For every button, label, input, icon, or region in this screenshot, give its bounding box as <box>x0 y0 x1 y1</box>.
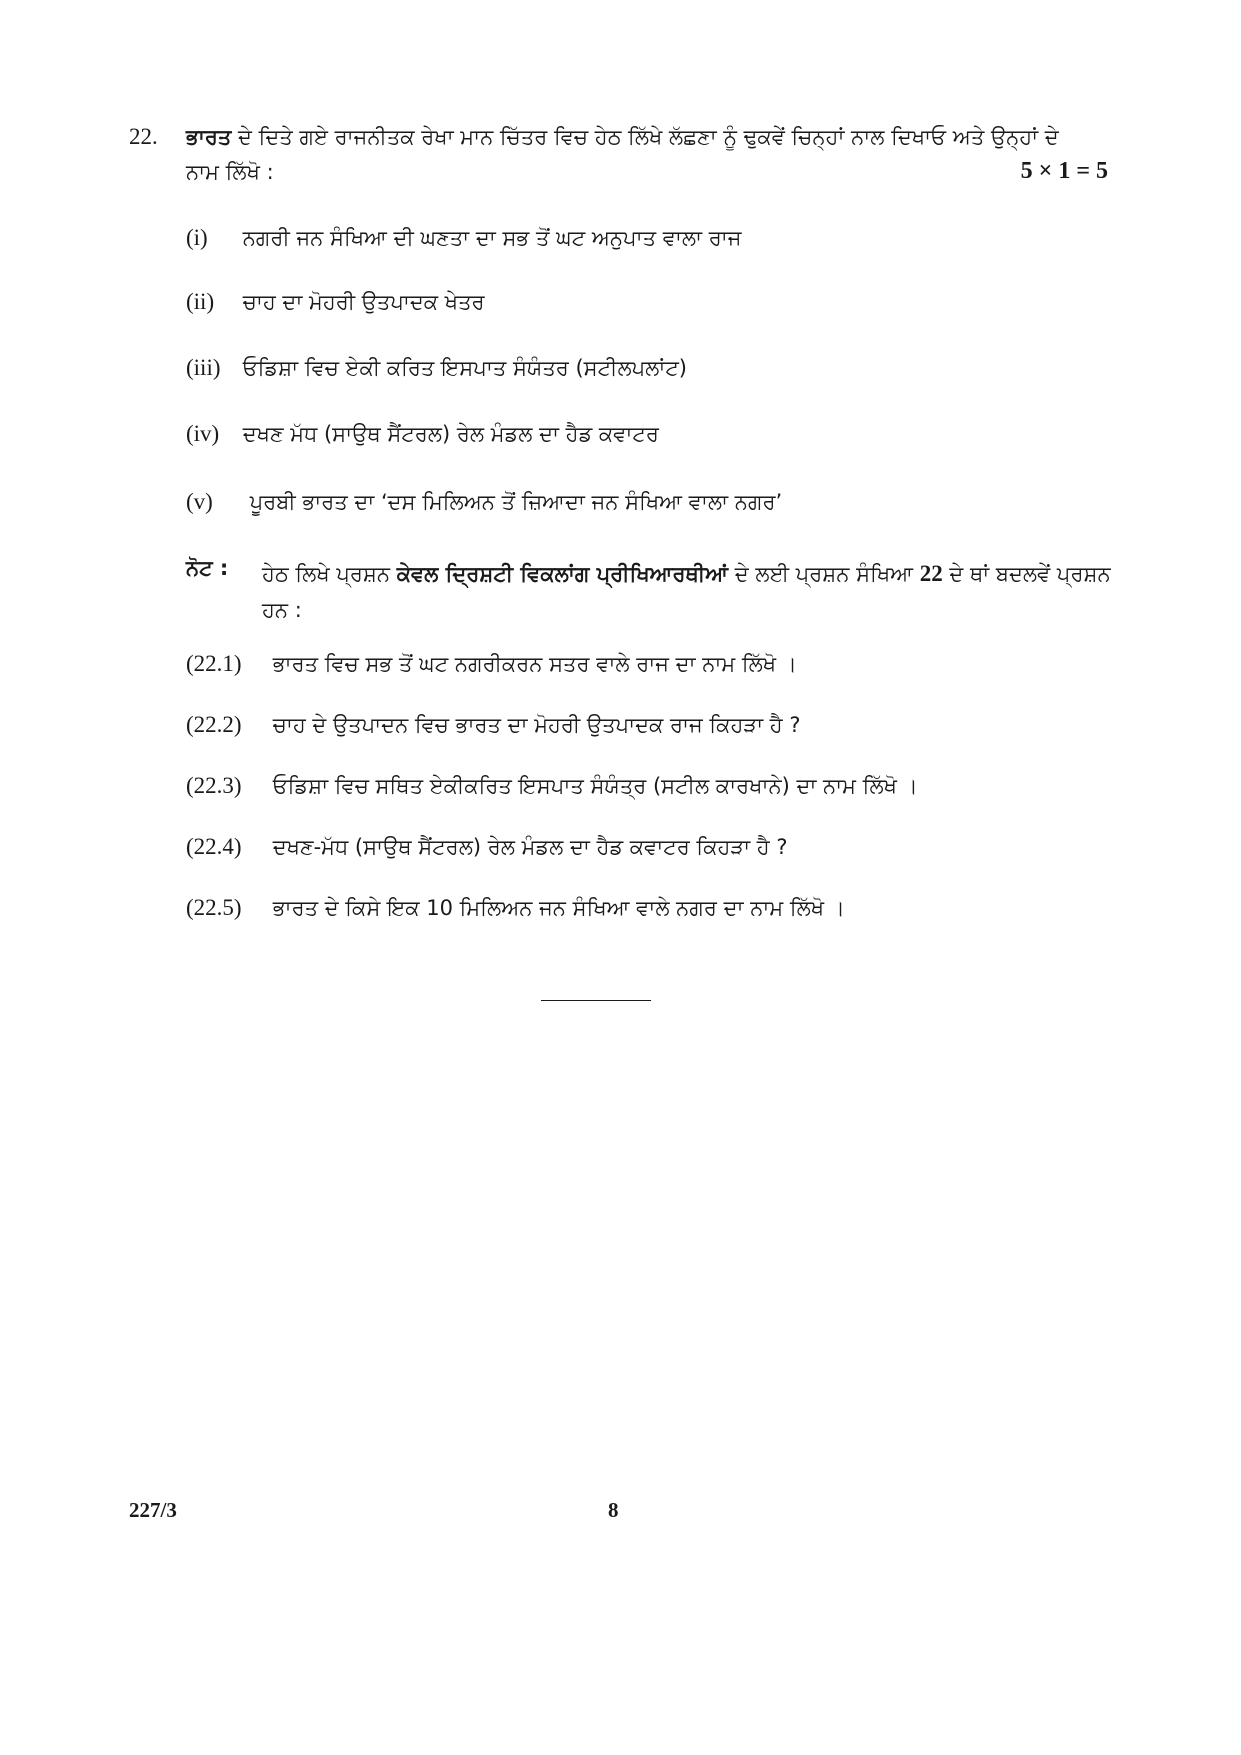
item-text: ਚਾਹ ਦਾ ਮੋਹਰੀ ਉਤਪਾਦਕ ਖੇਤਰ <box>242 290 485 314</box>
alternate-label: (22.4) <box>186 834 242 859</box>
item-label: (v) <box>186 489 213 514</box>
item-label: (iii) <box>186 355 221 380</box>
marks-allocation: 5 × 1 = 5 <box>1020 158 1108 184</box>
alternate-question <box>186 834 788 860</box>
list-item <box>186 225 741 251</box>
alternate-label: (22.1) <box>186 651 242 676</box>
question-stem-text: ਦੇ ਦਿਤੇ ਗਏ ਰਾਜਨੀਤਕ ਰੇਖਾ ਮਾਨ ਚਿੱਤਰ ਵਿਚ ਹੇਠ ਲਿੱਖੇ ਲੱਛਣਾ ਨੂੰ ਢੁਕਵੇਂ ਚਿਨ੍ਹਾਂ ਨਾਲ ਦਿਖਾਓ ਅਤੇ ਉਨ੍ਹਾਂ ਦੇ <box>238 125 1059 149</box>
page-number: 8 <box>608 1498 619 1522</box>
note-label: ਨੋਟ : <box>186 556 229 580</box>
note-text-a: ਹੇਠ ਲਿਖੇ ਪ੍ਰਸ਼ਨ <box>262 562 390 586</box>
list-item <box>186 355 687 381</box>
question-stem-bold: ਭਾਰਤ <box>186 125 232 149</box>
alternate-question <box>186 895 845 921</box>
note-question-number: 22 <box>919 561 943 586</box>
alternate-label: (22.3) <box>186 773 242 798</box>
list-item <box>186 489 782 515</box>
alternate-question <box>186 712 801 738</box>
item-text: ਪੂਰਬੀ ਭਾਰਤ ਦਾ ‘ਦਸ ਮਿਲਿਅਨ ਤੋਂ ਜ਼ਿਆਦਾ ਜਨ ਸੰਖਿਆ ਵਾਲਾ ਨਗਰ’ <box>249 490 783 514</box>
note-text-bold: ਕੇਵਲ ਦ੍ਰਿਸ਼ਟੀ ਵਿਕਲਾਂਗ ਪ੍ਰੀਖਿਆਰਥੀਆਂ <box>396 562 729 586</box>
note-text-b: ਦੇ ਲਈ ਪ੍ਰਸ਼ਨ ਸੰਖਿਆ <box>734 562 913 586</box>
item-label: (iv) <box>186 421 220 446</box>
alternate-text: ਭਾਰਤ ਵਿਚ ਸਭ ਤੋਂ ਘਟ ਨਗਰੀਕਰਨ ਸਤਰ ਵਾਲੇ ਰਾਜ ਦਾ ਨਾਮ ਲਿੱਖੋ । <box>272 652 797 676</box>
item-text: ਦਖਣ ਮੱਧ (ਸਾਉਥ ਸੈਂਟਰਲ) ਰੇਲ ਮੰਡਲ ਦਾ ਹੈਡ ਕਵਾਟਰ <box>242 422 659 446</box>
alternate-text: ਭਾਰਤ ਦੇ ਕਿਸੇ ਇਕ 10 ਮਿਲਿਅਨ ਜਨ ਸੰਖਿਆ ਵਾਲੇ ਨਗਰ ਦਾ ਨਾਮ ਲਿੱਖੋ । <box>272 896 845 920</box>
note-text-c: ਦੇ ਥਾਂ ਬਦਲਵੇਂ ਪ੍ਰਸ਼ਨ ਹਨ : <box>262 562 1111 622</box>
list-item <box>186 421 659 447</box>
item-label: (i) <box>186 225 208 250</box>
question-stem <box>186 122 1106 152</box>
alternate-label: (22.5) <box>186 895 242 920</box>
alternate-text: ਓਡਿਸ਼ਾ ਵਿਚ ਸਥਿਤ ਏਕੀਕਰਿਤ ਇਸਪਾਤ ਸੰਯੰਤ੍ਰ (ਸਟੀਲ ਕਾਰਖਾਨੇ) ਦਾ ਨਾਮ ਲਿੱਖੋ । <box>272 774 918 798</box>
note-text <box>262 556 1112 628</box>
alternate-question <box>186 773 918 799</box>
item-text: ਨਗਰੀ ਜਨ ਸੰਖਿਆ ਦੀ ਘਣਤਾ ਦਾ ਸਭ ਤੋਂ ਘਟ ਅਨੁਪਾਤ ਵਾਲਾ ਰਾਜ <box>242 226 742 250</box>
alternate-label: (22.2) <box>186 712 242 737</box>
alternate-text: ਦਖਣ-ਮੱਧ (ਸਾਉਥ ਸੈਂਟਰਲ) ਰੇਲ ਮੰਡਲ ਦਾ ਹੈਡ ਕਵਾਟਰ ਕਿਹੜਾ ਹੈ ? <box>272 835 788 859</box>
alternate-text: ਚਾਹ ਦੇ ਉਤਪਾਦਨ ਵਿਚ ਭਾਰਤ ਦਾ ਮੋਹਰੀ ਉਤਪਾਦਕ ਰਾਜ ਕਿਹੜਾ ਹੈ ? <box>272 713 801 737</box>
item-label: (ii) <box>186 289 215 314</box>
item-text: ਓਡਿਸ਼ਾ ਵਿਚ ਏਕੀ ਕਰਿਤ ਇਸਪਾਤ ਸੰਯੰਤਰ (ਸਟੀਲਪਲਾਂਟ) <box>242 356 687 380</box>
question-stem-line2: ਨਾਮ ਲਿੱਖੋ : <box>186 160 274 184</box>
list-item <box>186 289 485 315</box>
section-divider <box>541 1000 651 1001</box>
alternate-question <box>186 651 797 677</box>
paper-code: 227/3 <box>129 1498 177 1522</box>
question-number: 22. <box>129 124 158 149</box>
